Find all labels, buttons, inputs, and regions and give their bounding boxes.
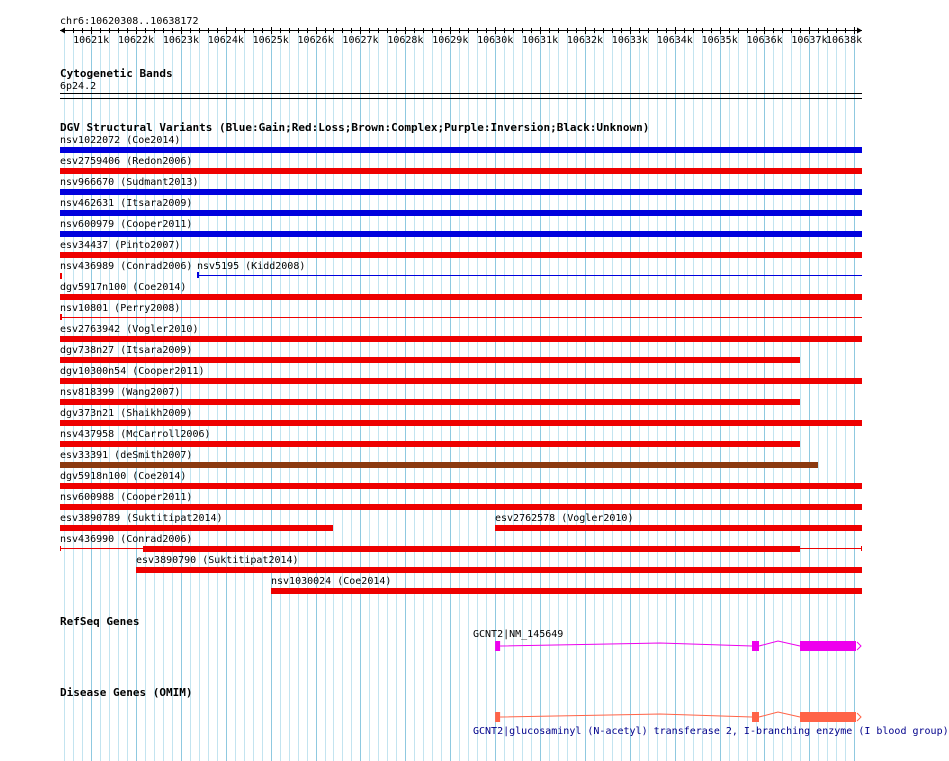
dgv-feature-label[interactable]: dgv10300n54 (Cooper2011) (60, 366, 205, 377)
dgv-feature-label[interactable]: esv34437 (Pinto2007) (60, 240, 181, 251)
ruler-tick-label: 10624k (207, 35, 244, 46)
dgv-feature-label[interactable]: nsv436990 (Conrad2006) (60, 534, 193, 545)
ruler-tick-label: 10638k (826, 35, 863, 46)
dgv-feature-label[interactable]: nsv10801 (Perry2008) (60, 303, 181, 314)
cytoband-track-title[interactable]: Cytogenetic Bands (60, 67, 173, 80)
ruler-tick-label: 10629k (432, 35, 469, 46)
ruler-tick-label: 10635k (701, 35, 738, 46)
ruler-tick-label: 10621k (73, 35, 110, 46)
dgv-feature-label[interactable]: nsv1030024 (Coe2014) (271, 576, 392, 587)
dgv-feature-label[interactable]: nsv818399 (Wang2007) (60, 387, 181, 398)
ruler-tick-label: 10631k (522, 35, 559, 46)
ruler-coordinates: chr6:10620308..10638172 (60, 16, 199, 27)
ruler-tick-label: 10636k (746, 35, 783, 46)
ruler-tick-label: 10627k (342, 35, 379, 46)
dgv-feature-label[interactable]: nsv462631 (Itsara2009) (60, 198, 193, 209)
dgv-feature-label[interactable]: dgv5917n100 (Coe2014) (60, 282, 187, 293)
dgv-feature-label[interactable]: nsv600988 (Cooper2011) (60, 492, 193, 503)
ruler-tick-label: 10632k (566, 35, 604, 46)
omim-track-title[interactable]: Disease Genes (OMIM) (60, 686, 193, 699)
ruler-tick-label: 10628k (387, 35, 424, 46)
dgv-feature-label[interactable]: nsv5195 (Kidd2008) (197, 261, 306, 272)
omim-exon (752, 712, 759, 722)
dgv-feature-label[interactable]: dgv373n21 (Shaikh2009) (60, 408, 193, 419)
dgv-feature-label[interactable]: esv33391 (deSmith2007) (60, 450, 193, 461)
omim-gene-label[interactable]: GCNT2|glucosaminyl (N-acetyl) transferase 2, I-branching enzyme (I blood group) (473, 726, 949, 737)
cytoband-label: 6p24.2 (60, 81, 97, 92)
omim-exon (800, 712, 856, 722)
omim-exon (495, 712, 500, 722)
dgv-feature-label[interactable]: dgv738n27 (Itsara2009) (60, 345, 193, 356)
dgv-feature-label[interactable]: nsv1022072 (Coe2014) (60, 135, 181, 146)
dgv-feature-label[interactable]: nsv436989 (Conrad2006) (60, 261, 193, 272)
ruler-tick-label: 10626k (297, 35, 334, 46)
ruler-tick-label: 10633k (611, 35, 648, 46)
dgv-feature-label[interactable]: nsv437958 (McCarroll2006) (60, 429, 211, 440)
dgv-feature-label[interactable]: esv2762578 (Vogler2010) (495, 513, 634, 524)
dgv-feature-label[interactable]: dgv5918n100 (Coe2014) (60, 471, 187, 482)
strand-arrow-icon (857, 713, 861, 721)
dgv-feature-label[interactable]: nsv600979 (Cooper2011) (60, 219, 193, 230)
ruler-tick-label: 10625k (252, 35, 289, 46)
dgv-feature-label[interactable]: esv3890790 (Suktitipat2014) (136, 555, 299, 566)
ruler-tick-label: 10622k (117, 35, 155, 46)
ruler-tick-label: 10630k (477, 35, 514, 46)
dgv-feature-label[interactable]: esv2759406 (Redon2006) (60, 156, 193, 167)
dgv-feature-label[interactable]: esv3890789 (Suktitipat2014) (60, 513, 223, 524)
dgv-track-title[interactable]: DGV Structural Variants (Blue:Gain;Red:Loss;Brown:Complex;Purple:Inversion;Black:Unknown) (60, 121, 650, 134)
ruler-tick-label: 10637k (791, 35, 828, 46)
dgv-feature-label[interactable]: esv2763942 (Vogler2010) (60, 324, 199, 335)
refseq-gene-label[interactable]: GCNT2|NM_145649 (473, 629, 564, 640)
ruler-tick-label: 10623k (162, 35, 199, 46)
dgv-feature-label[interactable]: nsv966670 (Sudmant2013) (60, 177, 199, 188)
ruler-tick-label: 10634k (656, 35, 693, 46)
refseq-track-title[interactable]: RefSeq Genes (60, 615, 140, 628)
